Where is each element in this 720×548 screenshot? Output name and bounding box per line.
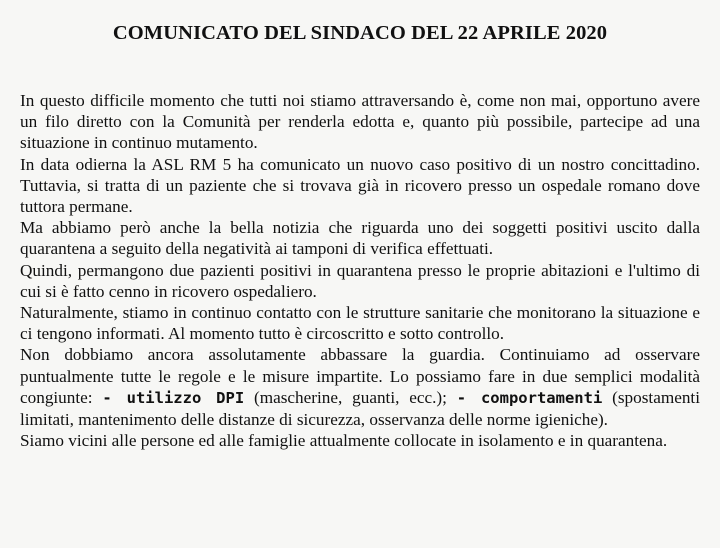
document-title: COMUNICATO DEL SINDACO DEL 22 APRILE 2020	[112, 22, 608, 44]
paragraph-2: In data odierna la ASL RM 5 ha comunicato un nuovo caso positivo di un nostro concittadino. Tuttavia, si tratta di un paziente che si trovava già in ricovero presso un ospedale romano dove tuttora permane.	[20, 154, 700, 217]
paragraph-6-intro: Non dobbiamo ancora assolutamente abbassare la guardia. Continuiamo ad osservare puntualmente tutte le regole e le misure impartite. Lo possiamo fare in due semplici modalità congiunte:	[20, 345, 700, 407]
document	[20, 0, 700, 451]
paragraph-6-end: (spostamenti limitati, mantenimento delle distanze di sicurezza, osservanza delle norme igieniche).	[20, 387, 700, 430]
paragraph-6	[20, 344, 700, 430]
paragraph-7: Siamo vicini alle persone ed alle famiglie attualmente collocate in isolamento e in quarantena.	[20, 431, 668, 451]
dpi-emphasis: - utilizzo DPI	[102, 388, 245, 407]
document-body	[20, 90, 700, 451]
paragraph-5: Naturalmente, stiamo in continuo contatto con le strutture sanitarie che monitorano la situazione e ci tengono informati. Al momento tutto è circoscritto e sotto controllo.	[20, 303, 700, 344]
paragraph-4: Quindi, permangono due pazienti positivi in quarantena presso le proprie abitazioni e l'ultimo di cui si è fatto cenno in ricovero ospedaliero.	[20, 260, 700, 301]
paragraph-3: Ma abbiamo però anche la bella notizia che riguarda uno dei soggetti positivi uscito dalla quarantena a seguito della negatività ai tamponi di verifica effettuati.	[20, 218, 700, 259]
paragraph-1: In questo difficile momento che tutti noi stiamo attraversando è, come non mai, opportuno avere un filo diretto con la Comunità per renderla edotta e, quanto più possibile, partecipe ad una situazione in continuo mutamento.	[20, 91, 700, 153]
paragraph-6-middle: (mascherine, guanti, ecc.);	[244, 387, 457, 407]
behaviour-emphasis: - comportamenti	[456, 388, 603, 407]
